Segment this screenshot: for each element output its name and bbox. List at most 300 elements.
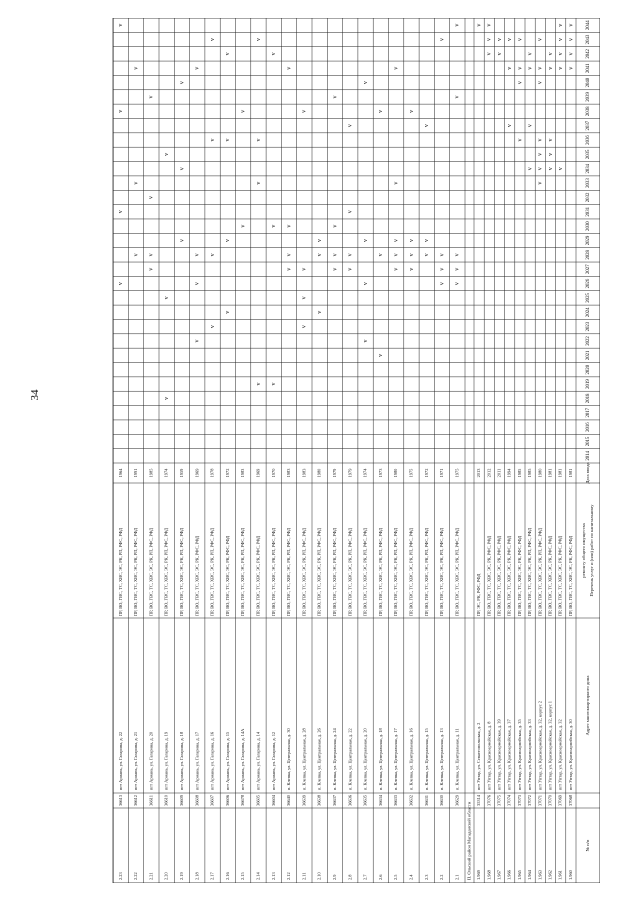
row-works: ПР, ВО, ГВС, ТС, ХВС, ЭС, РК, РФС, РФД: [496, 535, 502, 616]
row-num: 2.10: [316, 872, 322, 880]
row-address: п. Клепка, ул. Центральная, д. 24: [331, 728, 337, 790]
header-year: 2036: [586, 135, 592, 145]
header-year: 2030: [586, 221, 592, 231]
row-mark: v: [568, 38, 575, 42]
row-mark: v: [347, 267, 354, 271]
header-year: 2026: [586, 278, 592, 289]
row-id: 37073: [516, 795, 522, 806]
row-mark: v: [148, 195, 155, 199]
row-mark: v: [439, 253, 446, 257]
row-year: 1970: [270, 468, 276, 478]
row-address: п. Клепка, ул. Центральная, д. 28: [301, 728, 307, 790]
section-title: II. Ольский район Магаданской области: [466, 801, 472, 880]
row-mark: v: [225, 310, 232, 314]
row-address: пгт Армань, ул. Гагарина, д. 16: [209, 731, 215, 790]
header-year: 2017: [586, 407, 592, 418]
row-year: 1980: [537, 468, 543, 478]
row-id: 37075: [496, 795, 502, 806]
row-year: 1980: [316, 468, 322, 478]
row-mark: v: [568, 66, 575, 70]
row-mark: v: [378, 253, 385, 257]
row-id: 36636: [347, 795, 353, 806]
row-works: ПР, ВО, ГВС, ТС, ХВС, ЭС, РК, РФС, РФД: [516, 535, 522, 616]
row-mark: v: [568, 52, 575, 56]
row-num: 1.961: [557, 870, 563, 880]
row-mark: v: [496, 52, 503, 56]
row-year: 1971: [439, 468, 445, 478]
row-address: пгт Уптар, ул. Красноармейская, д. 32: [557, 719, 563, 790]
row-id: 37072: [527, 795, 533, 806]
row-mark: v: [558, 52, 565, 56]
row-mark: v: [179, 239, 186, 242]
row-works: ПР, ВО, ГВС, ТС, ХВС, ЭС, РК, РП, РФС, РФД: [270, 528, 276, 616]
row-works: ПР, ВО, ГВС, ТС, ХВС, ЭС, РК, РП, РФС, РФД: [133, 528, 139, 616]
row-mark: v: [332, 224, 339, 228]
row-id: 37069: [557, 795, 563, 806]
row-id: 37070: [547, 795, 553, 806]
row-works: ПР, ВО, ГВС, ТС, ХВС, ЭС, РК, РП, РФС, РФД: [527, 528, 533, 616]
row-mark: v: [454, 267, 461, 271]
row-mark: v: [454, 253, 461, 257]
row-mark: v: [537, 81, 544, 85]
row-works: ПР, ВО, ГВС, ТС, ХВС, ЭС, РК, РП, РФС, РФД: [163, 528, 169, 616]
row-mark: v: [118, 282, 125, 286]
row-mark: v: [255, 138, 262, 142]
row-year: 2011: [496, 468, 502, 478]
row-mark: v: [496, 38, 503, 42]
row-mark: v: [558, 38, 565, 42]
row-year: 1979: [331, 468, 337, 478]
row-num: 2.14: [255, 872, 261, 880]
row-num: 2.18: [194, 872, 200, 880]
row-works: ПР, ВО, ГВС, ТС, ХВС, ЭС, РК, РП, РФС, РФД: [240, 528, 246, 616]
header-year: 2016: [586, 422, 592, 432]
header-year: 2027: [586, 264, 592, 275]
row-mark: v: [476, 23, 483, 27]
header-date: Дата ввода: [585, 462, 591, 484]
header-year: 2032: [586, 192, 592, 203]
header-year: 2038: [586, 106, 592, 117]
row-year: 1973: [377, 468, 383, 478]
row-mark: v: [317, 253, 324, 257]
row-works: ПР, ВО, ГВС, ТС, ХВС, ЭС, РК, РФС, РФД: [224, 535, 230, 616]
row-address: пгт Уптар, ул. Красноармейская, д. 8: [486, 721, 492, 790]
row-num: 2.15: [240, 872, 246, 880]
row-address: п. Клепка, ул. Центральная, д. 17: [393, 728, 399, 790]
row-works: ПР, ВО, ГВС, ТС, ХВС, ЭС, РК, РФС, РФД: [255, 535, 261, 616]
row-mark: v: [209, 253, 216, 257]
row-address: п. Клепка, ул. Центральная, д. 16: [408, 728, 414, 790]
row-year: 1991: [133, 468, 139, 478]
row-num: 2.21: [148, 872, 154, 880]
row-mark: v: [486, 52, 493, 56]
row-mark: v: [301, 267, 308, 271]
header-year: 2022: [586, 336, 592, 346]
row-num: 2.20: [163, 872, 169, 880]
row-address: пгт Армань, ул. Гагарина, д. 17: [194, 731, 200, 790]
row-works: ПР, ВО, ГВС, ТС, ХВС, ЭС, РК, РП, РФС, РФД: [377, 528, 383, 616]
row-num: 1.960: [567, 870, 573, 880]
row-works: ПР, ВО, ГВС, ТС, ХВС, ЭС, РК, РФС, РФД: [557, 535, 563, 616]
row-mark: v: [393, 239, 400, 242]
row-address: пгт Армань, ул. Гагарина, д. 14А: [240, 728, 246, 790]
row-num: 2.2: [439, 874, 445, 880]
row-year: 2012: [486, 468, 492, 478]
row-address: п. Клепка, ул. Центральная, д. 15: [423, 728, 429, 790]
row-num: 1.965: [516, 870, 522, 880]
row-mark: v: [164, 296, 171, 300]
row-num: 1.963: [537, 870, 543, 880]
row-year: 1969: [194, 468, 200, 478]
row-mark: v: [179, 167, 186, 171]
header-year: 2041: [586, 63, 592, 74]
header-works: Перечень услуг и (или) работ по капитальному: [589, 504, 595, 597]
row-mark: v: [454, 282, 461, 286]
row-num: 1.962: [547, 870, 553, 880]
row-works: ПР, ВО, ГВС, ТС, ХВС, ЭС, РК, РП, РФС, РФД: [209, 528, 215, 616]
row-year: 1972: [224, 468, 230, 478]
row-mark: v: [424, 124, 431, 128]
row-mark: v: [486, 38, 493, 42]
row-address: п. Клепка, ул. Центральная, д. 11: [454, 728, 460, 790]
row-mark: v: [118, 210, 125, 214]
row-year: 1980: [393, 468, 399, 478]
row-mark: v: [527, 167, 534, 171]
row-address: п. Клепка, ул. Центральная, д. 18: [377, 728, 383, 790]
row-id: 36640: [286, 795, 292, 806]
row-mark: v: [118, 109, 125, 113]
header-year: 2039: [586, 92, 592, 102]
row-works: ПР, ВО, ГВС, ТС, ХВС, ЭС, РК, РФС, РФД: [547, 535, 553, 616]
page-number: 34: [29, 389, 41, 401]
row-id: 36612: [133, 795, 139, 806]
row-mark: v: [517, 66, 524, 70]
row-year: 2013: [476, 468, 482, 478]
row-mark: v: [378, 109, 385, 113]
row-mark: v: [133, 253, 140, 257]
row-id: 36637: [331, 795, 337, 806]
capital-repair-schedule-table: [70, 18, 600, 883]
row-mark: v: [317, 310, 324, 314]
row-id: 36632: [408, 795, 414, 806]
header-year: 2025: [586, 293, 592, 303]
row-year: 1981: [567, 468, 573, 478]
row-year: 1974: [163, 468, 169, 478]
row-address: пгт Уптар, ул. Красноармейская, д. 35: [516, 719, 522, 790]
row-mark: v: [362, 239, 369, 242]
row-mark: v: [164, 152, 171, 156]
row-num: 2.6: [377, 874, 383, 880]
header-year: 2024: [586, 307, 592, 318]
row-mark: v: [317, 239, 324, 242]
header-year: 2044: [586, 20, 592, 30]
row-id: 36633: [393, 795, 399, 806]
row-mark: v: [209, 38, 216, 42]
row-address: пгт Армань, ул. Гагарина, д. 18: [178, 731, 184, 790]
row-mark: v: [517, 38, 524, 42]
row-mark: v: [537, 38, 544, 42]
row-address: п. Клепка, ул. Центральная, д. 20: [362, 728, 368, 790]
row-year: 1985: [516, 468, 522, 478]
row-address: пгт Армань, ул. Гагарина, д. 14: [255, 731, 261, 790]
row-address: пгт Армань, ул. Гагарина, д. 21: [133, 731, 139, 790]
row-num: 2.9: [331, 874, 337, 880]
row-mark: v: [537, 167, 544, 171]
row-num: 1.967: [496, 870, 502, 880]
row-year: 1975: [454, 468, 460, 478]
row-works: ПР, ВО, ГВС, ТС, ХВС, ЭС, РК, РФС, РФД: [506, 535, 512, 616]
row-mark: v: [558, 66, 565, 70]
row-id: 36609: [178, 795, 184, 806]
row-mark: v: [194, 339, 201, 343]
row-mark: v: [194, 66, 201, 70]
header-year: 2033: [586, 178, 592, 188]
row-mark: v: [439, 38, 446, 42]
row-mark: v: [547, 138, 554, 142]
row-num: 2.23: [117, 872, 123, 880]
row-works: ПР, ВО, ГВС, ТС, ХВС, ЭС, РК, РП, РФС, РФД: [439, 528, 445, 616]
row-id: 35314: [476, 795, 482, 806]
row-mark: v: [424, 239, 431, 242]
header-year: 2020: [586, 364, 592, 375]
row-mark: v: [378, 353, 385, 357]
row-mark: v: [225, 138, 232, 142]
row-id: 37074: [506, 795, 512, 806]
header-year: 2014: [586, 451, 592, 461]
row-address: пгт Уптар, ул. Красноармейская, д. 37: [506, 719, 512, 790]
row-mark: v: [347, 210, 354, 214]
header-year: 2018: [586, 393, 592, 404]
row-mark: v: [301, 296, 308, 300]
row-mark: v: [393, 66, 400, 70]
row-year: 1994: [506, 468, 512, 478]
row-address: пгт Уптар, ул. Красноармейская, д. 32, корпус 2: [537, 701, 543, 790]
row-id: 36638: [316, 795, 322, 806]
row-mark: v: [454, 23, 461, 27]
header-num: № п/п: [585, 839, 591, 852]
row-mark: v: [537, 138, 544, 142]
row-works: ПР, ВО, ГВС, ТС, ХВС, ЭС, РК, РП, РФС, РФД: [301, 528, 307, 616]
row-year: 1981: [547, 468, 553, 478]
row-mark: v: [225, 52, 232, 56]
row-year: 1985: [527, 468, 533, 478]
row-mark: v: [408, 253, 415, 257]
row-mark: v: [240, 109, 247, 113]
row-mark: v: [255, 38, 262, 42]
row-mark: v: [527, 66, 534, 70]
row-mark: v: [362, 81, 369, 85]
row-mark: v: [347, 253, 354, 257]
row-year: 1969: [255, 468, 261, 478]
row-mark: v: [271, 224, 278, 228]
header-year: 2019: [586, 379, 592, 389]
row-id: 36629: [454, 795, 460, 806]
row-works: ПР, ВО, ГВС, ТС, ХВС, ЭС, РК, РП, РФС, РФД: [408, 528, 414, 616]
row-mark: v: [408, 109, 415, 113]
row-mark: v: [393, 181, 400, 185]
row-num: 1.966: [506, 870, 512, 880]
row-mark: v: [393, 253, 400, 257]
row-mark: v: [347, 124, 354, 128]
header-works: ремонту общего имущества: [581, 523, 587, 578]
row-works: ПР, ВО, ГВС, ТС, ХВС, ЭС, РК, РП, РФС, РФД: [454, 528, 460, 616]
row-address: пгт Уптар, ул. Красноармейская, д. 39: [496, 719, 502, 790]
row-mark: v: [240, 224, 247, 228]
header-year: 2021: [586, 350, 592, 361]
row-address: пгт Армань, ул. Гагарина, д. 22: [117, 731, 123, 790]
row-year: 1959: [178, 468, 184, 478]
row-num: 2.4: [408, 874, 414, 880]
header-year: 2035: [586, 149, 592, 160]
row-mark: v: [439, 267, 446, 271]
row-works: ПР, ВО, ГВС, ТС, ХВС, ЭС, РК, РФС, РФД: [567, 535, 573, 616]
row-mark: v: [547, 66, 554, 70]
row-mark: v: [507, 66, 514, 70]
row-mark: v: [527, 52, 534, 56]
row-num: 2.1: [454, 874, 460, 880]
row-mark: v: [271, 382, 278, 386]
row-address: пгт Армань, ул. Гагарина, д. 20: [148, 731, 154, 790]
row-mark: v: [517, 81, 524, 85]
row-mark: v: [537, 66, 544, 70]
row-num: 2.11: [301, 872, 307, 880]
row-year: 1974: [362, 468, 368, 478]
row-works: ПР, ВО, ГВС, ТС, ХВС, ЭС, РК, РП, РФС, РФД: [347, 528, 353, 616]
row-mark: v: [164, 396, 171, 400]
row-address: пгт Уптар, ул. Красноармейская, д. 30: [567, 719, 573, 790]
row-id: 36607: [209, 795, 215, 806]
row-works: ПР, ЭС, РК, РФС, РФД: [476, 573, 482, 616]
row-num: 2.3: [423, 874, 429, 880]
row-mark: v: [547, 152, 554, 156]
row-mark: v: [286, 253, 293, 257]
row-works: ПР, ВО, ГВС, ТС, ХВС, ЭС, РК, РП, РФС, РФД: [331, 528, 337, 616]
header-year: 2023: [586, 321, 592, 332]
row-id: 37068: [567, 795, 573, 806]
row-address: пгт Армань, ул. Гагарина, д. 19: [163, 731, 169, 790]
row-id: 36613: [117, 795, 123, 806]
row-mark: v: [424, 253, 431, 257]
row-mark: v: [537, 181, 544, 185]
row-mark: v: [362, 339, 369, 343]
row-works: ПР, ВО, ГВС, ТС, ХВС, ЭС, РК, РП, РФС, РФД: [393, 528, 399, 616]
row-num: 2.12: [286, 872, 292, 880]
row-mark: v: [255, 382, 262, 386]
row-id: 36635: [362, 795, 368, 806]
row-works: ПР, ВО, ГВС, ТС, ХВС, ЭС, РК, РП, РФС, РФД: [362, 528, 368, 616]
row-mark: v: [527, 124, 534, 128]
row-works: ПР, ВО, ГВС, ТС, ХВС, ЭС, РК, РП, РФС, РФД: [178, 528, 184, 616]
row-mark: v: [301, 325, 308, 329]
row-mark: v: [286, 267, 293, 271]
row-mark: v: [133, 66, 140, 70]
row-year: 1975: [408, 468, 414, 478]
row-id: 36611: [148, 795, 154, 806]
row-mark: v: [486, 23, 493, 27]
header-year: 2028: [586, 250, 592, 260]
row-address: пгт Армань, ул. Гагарина, д. 12: [270, 731, 276, 790]
row-mark: v: [133, 181, 140, 185]
row-id: 37076: [486, 795, 492, 806]
row-year: 1983: [240, 468, 246, 478]
row-mark: v: [271, 52, 278, 56]
row-mark: v: [118, 23, 125, 27]
row-year: 1983: [286, 468, 292, 478]
row-mark: v: [148, 267, 155, 271]
row-mark: v: [332, 95, 339, 99]
row-year: 1981: [557, 468, 563, 478]
row-address: пгт Уптар, ул. Красноармейская, д. 32, корпус 1: [547, 701, 553, 790]
row-mark: v: [209, 138, 216, 142]
row-id: 36608: [194, 795, 200, 806]
row-id: 36639: [301, 795, 307, 806]
row-num: 2.5: [393, 874, 399, 880]
row-mark: v: [408, 267, 415, 271]
row-num: 1.964: [527, 870, 533, 880]
row-mark: v: [507, 38, 514, 42]
row-mark: v: [517, 138, 524, 142]
row-id: 36604: [270, 795, 276, 806]
row-mark: v: [547, 167, 554, 171]
row-num: 2.19: [178, 872, 184, 880]
row-mark: v: [286, 66, 293, 70]
row-num: 2.16: [224, 872, 230, 880]
row-address: п. Клепка, ул. Центральная, д. 26: [316, 728, 322, 790]
row-address: пгт Уптар, ул. Севастопольская, д. 2: [476, 722, 482, 790]
row-address: п. Клепка, ул. Центральная, д. 13: [439, 728, 445, 790]
row-works: ПР, ВО, ГВС, ТС, ХВС, ЭС, РК, РФС, РФД: [486, 535, 492, 616]
row-mark: v: [255, 181, 262, 185]
row-mark: v: [286, 224, 293, 228]
row-mark: v: [568, 23, 575, 27]
row-mark: v: [332, 253, 339, 257]
row-mark: v: [408, 239, 415, 242]
row-num: 1.968: [486, 870, 492, 880]
header-year: 2043: [586, 34, 592, 45]
row-address: пгт Армань, ул. Гагарина, д. 15: [224, 731, 230, 790]
row-mark: v: [547, 52, 554, 56]
row-year: 1985: [148, 468, 154, 478]
row-mark: v: [148, 253, 155, 257]
row-num: 2.22: [133, 872, 139, 880]
row-id: 36678: [240, 795, 246, 806]
row-id: 36605: [255, 795, 261, 806]
row-mark: v: [209, 325, 216, 329]
row-id: 36630: [439, 795, 445, 806]
row-works: ПР, ВО, ГВС, ТС, ХВС, ЭС, РК, РФС, РФД: [194, 535, 200, 616]
row-mark: v: [507, 124, 514, 128]
row-mark: v: [194, 282, 201, 286]
row-num: 2.17: [209, 872, 215, 880]
row-mark: v: [537, 152, 544, 156]
row-works: ПР, ВО, ГВС, ТС, ХВС, ЭС, РК, РП, РФС, РФД: [316, 528, 322, 616]
row-mark: v: [148, 95, 155, 99]
header-address: Адрес многоквартирного дома: [585, 675, 591, 736]
row-works: ПР, ВО, ГВС, ТС, ХВС, ЭС, РК, РП, РФС, РФД: [423, 528, 429, 616]
row-mark: v: [332, 267, 339, 271]
row-works: ПР, ВО, ГВС, ТС, ХВС, ЭС, РК, РП, РФС, РФД: [117, 528, 123, 616]
row-mark: v: [439, 282, 446, 286]
header-year: 2031: [586, 206, 592, 217]
row-mark: v: [179, 81, 186, 85]
row-id: 36634: [377, 795, 383, 806]
row-id: 36606: [224, 795, 230, 806]
row-mark: v: [454, 95, 461, 99]
row-mark: v: [362, 282, 369, 286]
header-year: 2040: [586, 77, 592, 88]
header-year: 2034: [586, 163, 592, 174]
row-works: ПР, ВО, ГВС, ТС, ХВС, ЭС, РК, РП, РФС, РФД: [537, 528, 543, 616]
